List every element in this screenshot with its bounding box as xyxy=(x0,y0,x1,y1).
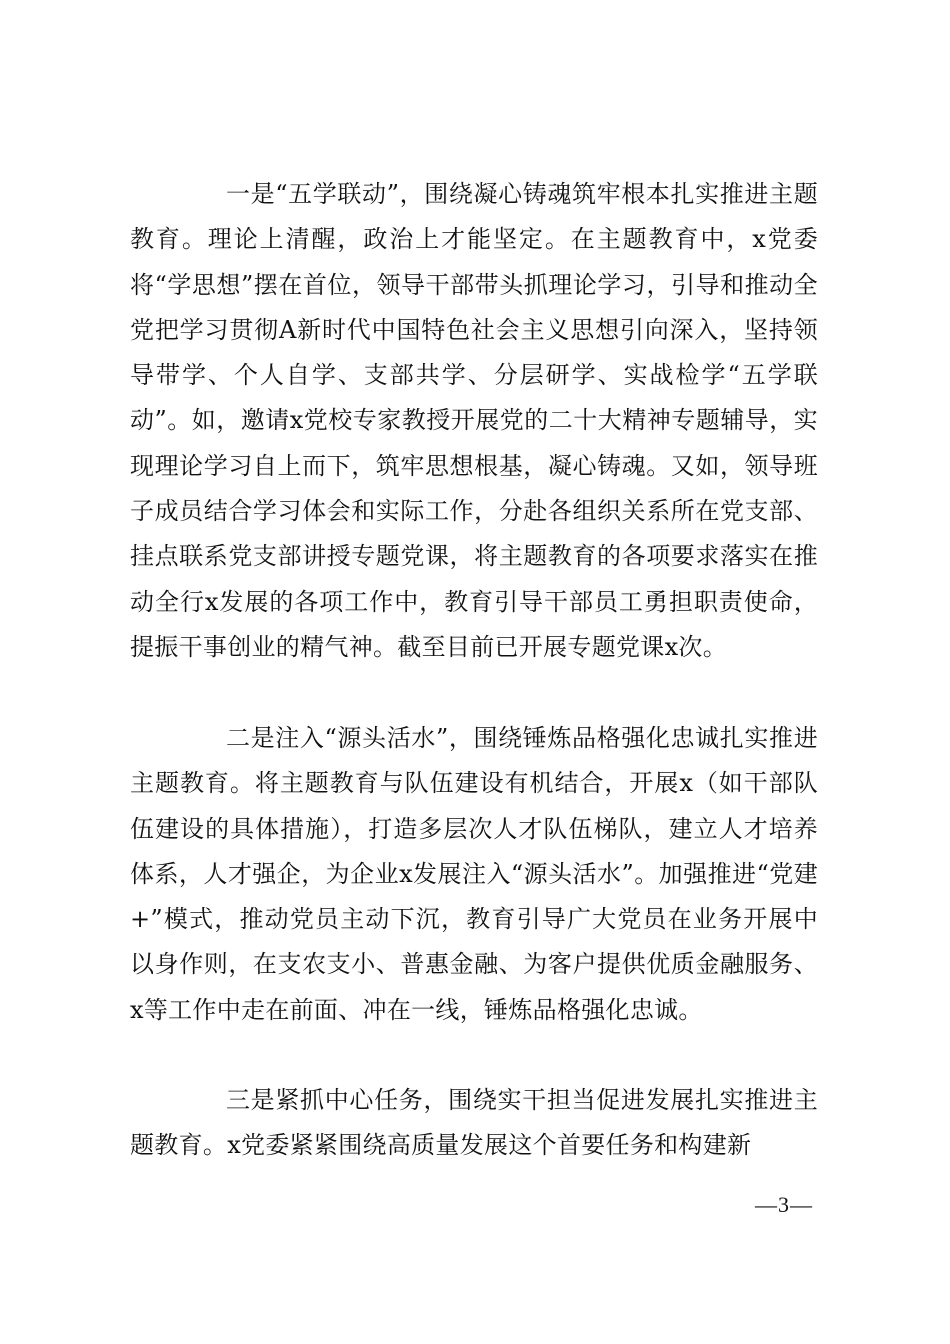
page-number: —3— xyxy=(755,1192,813,1217)
paragraph-1: 一是“五学联动”，围绕凝心铸魂筑牢根本扎实推进主题教育。理论上清醒，政治上才能坚定。在主题教育中，x党委将“学思想”摆在首位，领导干部带头抓理论学习，引导和推动全党把学习贯彻A新时代中国特色社会主义思想引向深入，坚持领导带学、个人自学、支部共学、分层研学、实战检学“五学联动”。如，邀请x党校专家教授开展党的二十大精神专题辅导，实现理论学习自上而下，筑牢思想根基，凝心铸魂。又如，领导班子成员结合学习体会和实际工作，分赴各组织关系所在党支部、挂点联系党支部讲授专题党课，将主题教育的各项要求落实在推动全行x发展的各项工作中，教育引导干部员工勇担职责使命，提振干事创业的精气神。截至目前已开展专题党课x次。 xyxy=(130,180,818,661)
paragraph-2: 二是注入“源头活水”，围绕锤炼品格强化忠诚扎实推进主题教育。将主题教育与队伍建设有机结合，开展x（如干部队伍建设的具体措施），打造多层次人才队伍梯队，建立人才培养体系，人才强企，为企业x发展注入“源头活水”。加强推进“党建+”模式，推动党员主动下沉，教育引导广大党员在业务开展中以身作则，在支农支小、普惠金融、为客户提供优质金融服务、x等工作中走在前面、冲在一线，锤炼品格强化忠诚。 xyxy=(130,724,818,1024)
paragraph-3: 三是紧抓中心任务，围绕实干担当促进发展扎实推进主题教育。x党委紧紧围绕高质量发展这个首要任务和构建新 xyxy=(130,1086,818,1160)
